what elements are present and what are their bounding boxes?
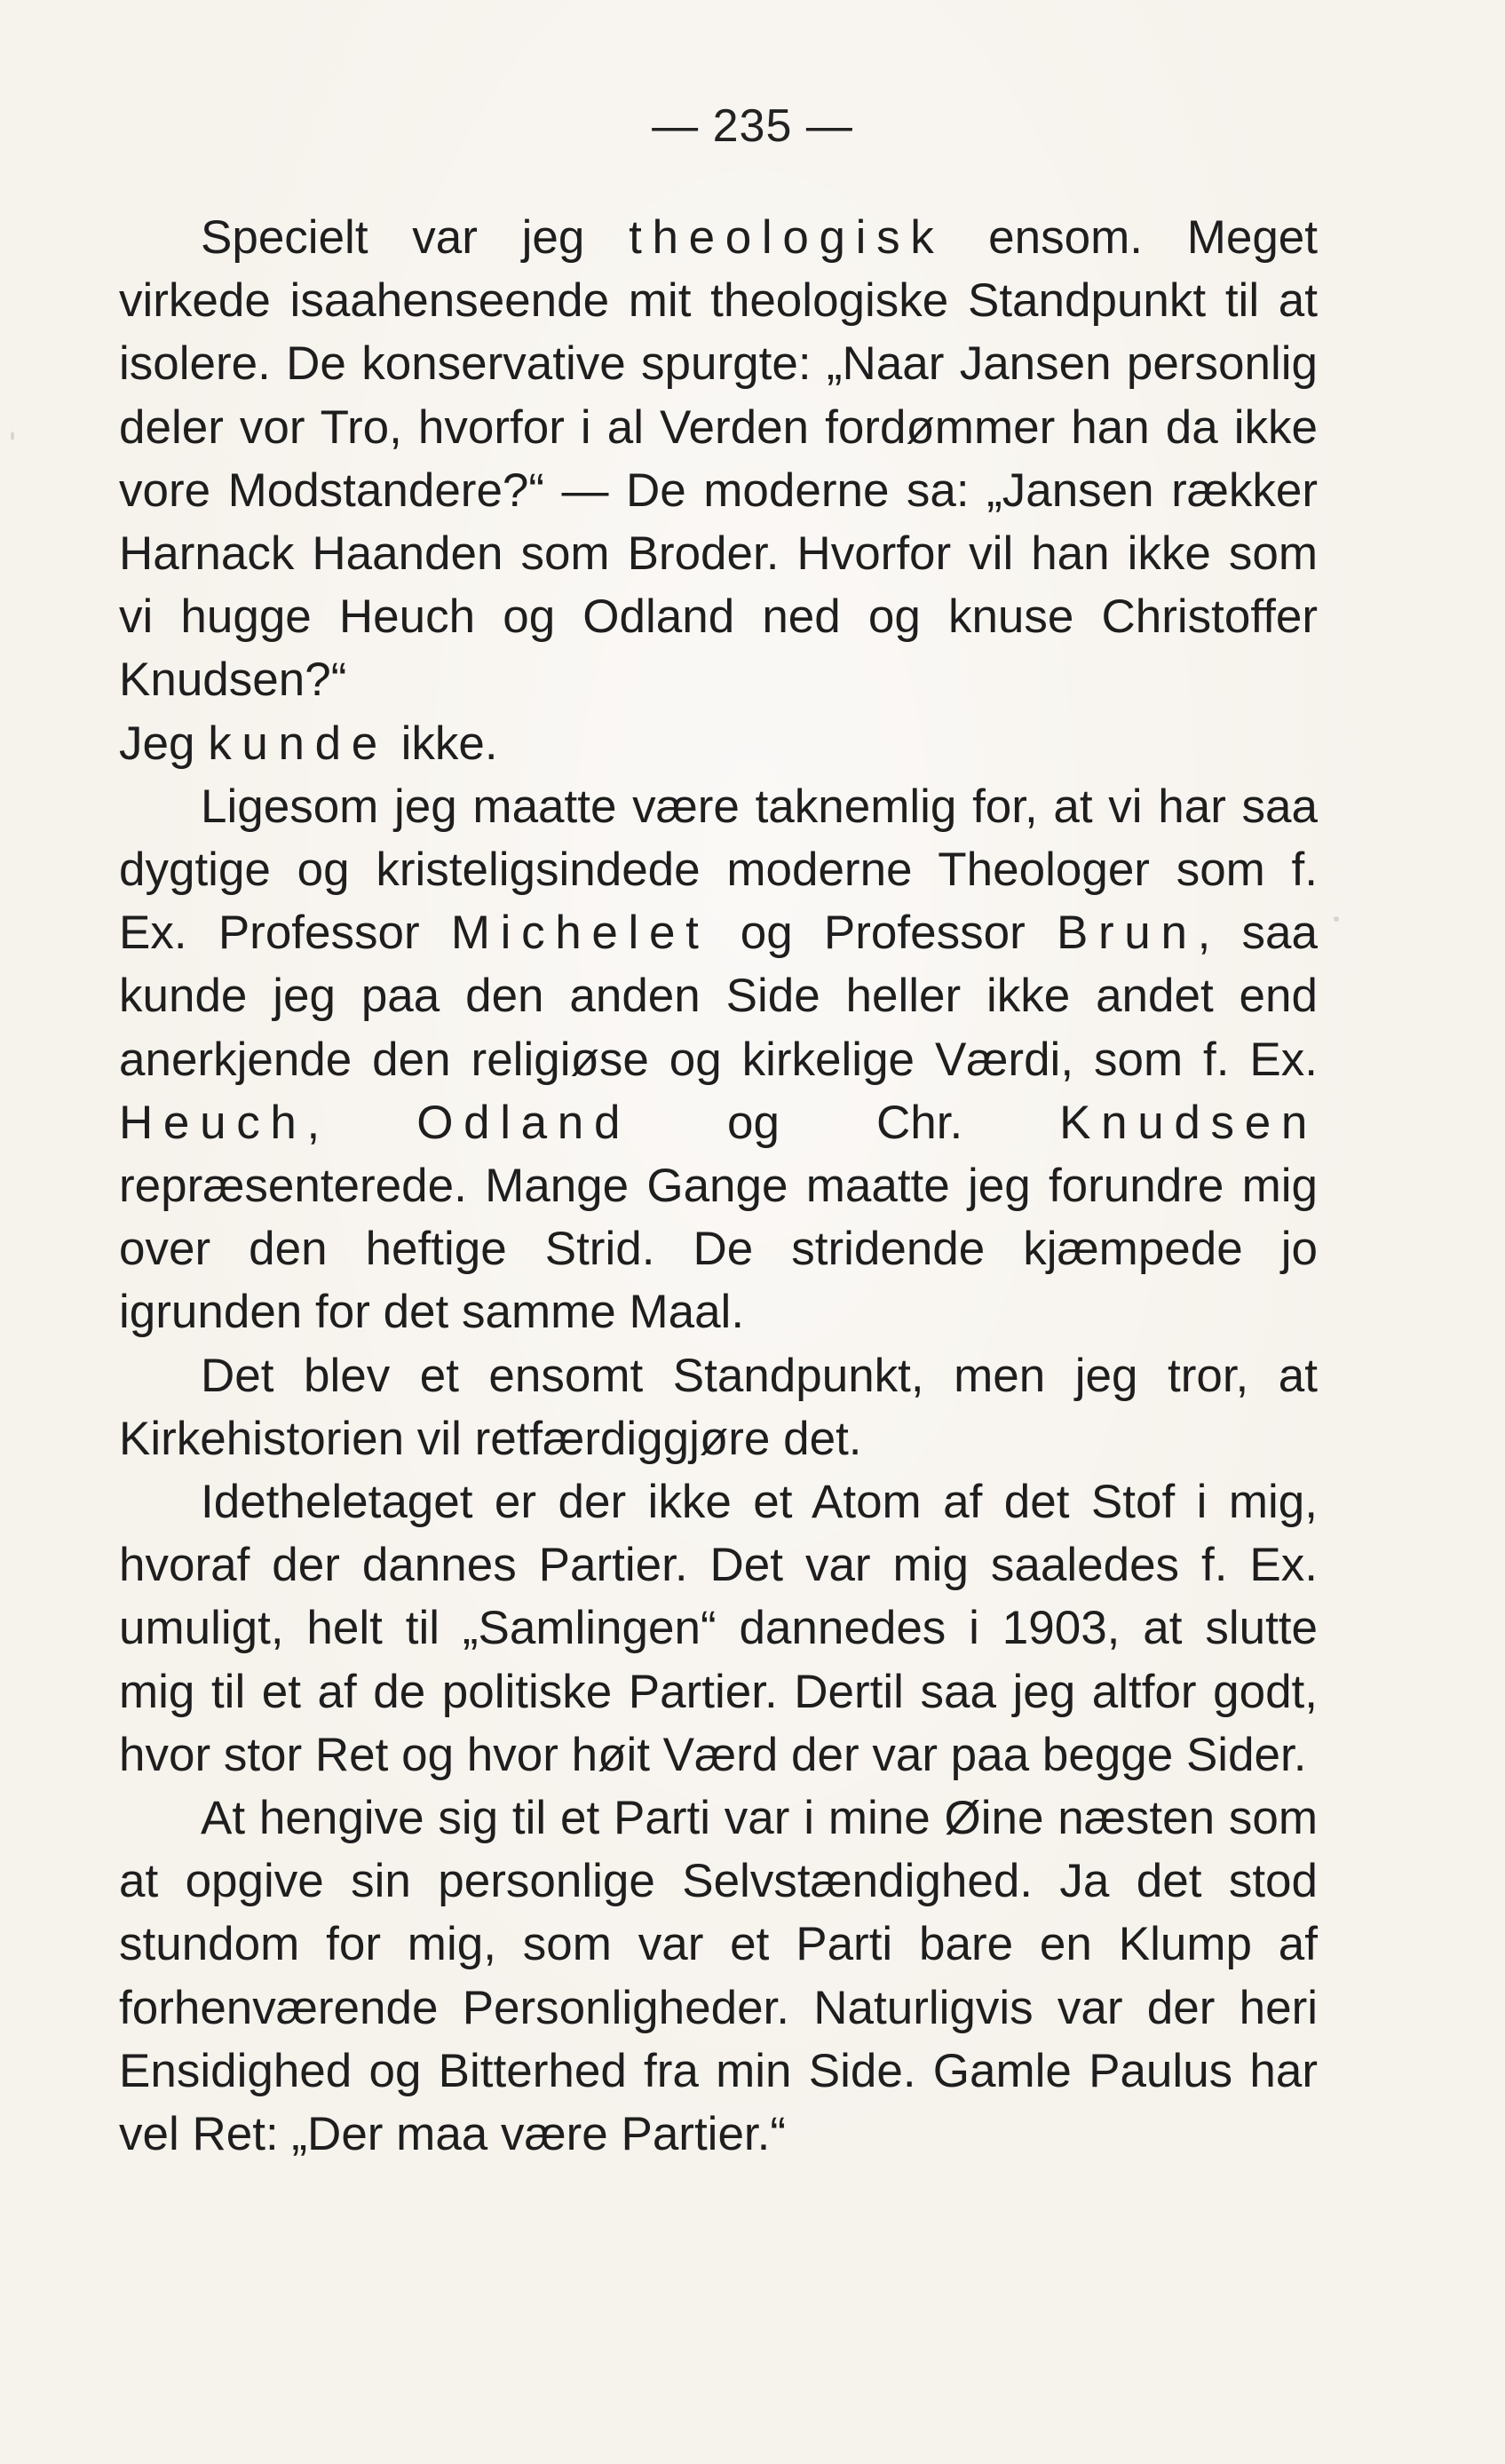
paper-speck: [1334, 916, 1339, 922]
text-segment: ikke.: [387, 717, 498, 770]
paragraph: [119, 775, 1318, 1344]
text-segment: , saa kunde jeg paa den anden Side heller ikke andet end anerkjende den religiøse og kirkelige Værdi, som f. Ex.: [119, 907, 1318, 1086]
paragraph: [119, 712, 1318, 775]
spaced-word: Brun: [1056, 907, 1198, 960]
spaced-word: Knudsen: [1059, 1096, 1318, 1149]
text-segment: Jeg: [119, 717, 209, 770]
spaced-word: Odland: [416, 1096, 631, 1149]
spaced-word: theologisk: [629, 211, 945, 264]
text-segment: og Professor: [709, 907, 1057, 960]
paragraph: [119, 1787, 1318, 2166]
text-segment: At hengive sig til et Parti var i mine Øine næsten som at opgive sin personlige Selvstændighed. Ja det stod stundom for mig, som var et Parti bare en Klump af forhenværende Personligheder. Naturligvis var der heri Ensidighed og Bitterhed fra min Side. Gamle Paulus har vel Ret: „Der maa være Partier.“: [119, 1792, 1318, 2161]
text-segment: ensom. Meget virkede isaahenseende mit theologiske Standpunkt til at isolere. De konservative spurgte: „Naar Jansen personlig deler vor Tro, hvorfor i al Verden fordømmer han da ikke vore Modstandere?“ — De moderne sa: „Jansen rækker Harnack Haanden som Broder. Hvorfor vil han ikke som vi hugge Heuch og Odland ned og knuse Christoffer Knudsen?“: [119, 211, 1318, 707]
text-segment: Ligesom jeg maatte være taknemlig for, at vi har saa dygtige og kristeligsindede moderne Theologer som f. Ex. Professor: [119, 780, 1318, 960]
spaced-word: kunde: [208, 717, 388, 770]
page-number: — 235 —: [652, 100, 853, 152]
paper-speck: [11, 432, 14, 440]
text-segment: Specielt var jeg: [201, 211, 630, 264]
spaced-word: Heuch: [119, 1096, 307, 1149]
text-segment: Idetheletaget er der ikke et Atom af det Stof i mig, hvoraf der dannes Partier. Det var mig saaledes f. Ex. umuligt, helt til „Samlingen“ dannedes i 1903, at slutte mig til et af de politiske Partier. Dertil saa jeg altfor godt, hvor stor Ret og hvor høit Værd der var paa begge Sider.: [119, 1476, 1318, 1781]
text-segment: ,: [306, 1096, 417, 1149]
text-segment: repræsenterede. Mange Gange maatte jeg forundre mig over den heftige Strid. De stridende kjæmpede jo igrunden for det samme Maal.: [119, 1160, 1318, 1339]
spaced-word: Michelet: [450, 907, 709, 960]
paragraph: [119, 1344, 1318, 1470]
body-text: [119, 206, 1318, 2166]
paragraph: [119, 206, 1318, 712]
text-segment: og Chr.: [630, 1096, 1060, 1149]
text-segment: Det blev et ensomt Standpunkt, men jeg tror, at Kirkehistorien vil retfærdiggjøre det.: [119, 1349, 1318, 1465]
paragraph: [119, 1470, 1318, 1787]
